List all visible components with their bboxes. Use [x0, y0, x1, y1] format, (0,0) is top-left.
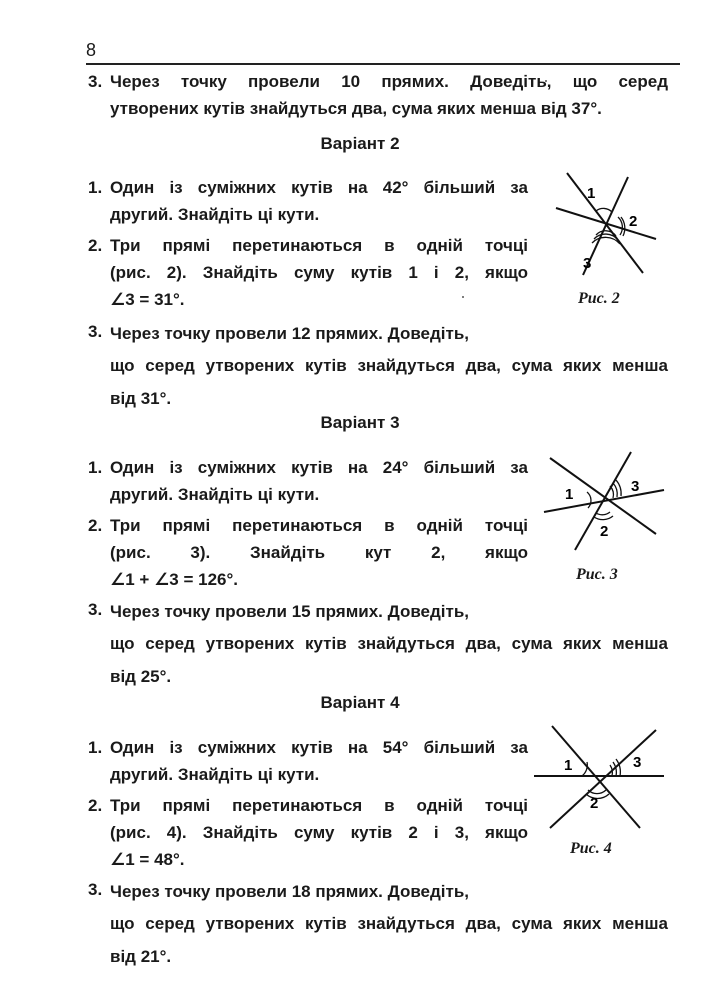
- variant-4-heading: Варіант 4: [320, 693, 400, 712]
- task-text-line: Один із суміжних кутів на 42° більший за: [110, 178, 528, 197]
- task-text-line: ∠1 = 48°.: [110, 850, 185, 870]
- task-text-line: Через точку провели 12 прямих. Доведіть,: [110, 324, 470, 343]
- task-text-line: від 31°.: [110, 388, 172, 408]
- figure-3-caption: Рис. 3: [576, 566, 618, 583]
- task-number: 1.: [88, 738, 103, 757]
- angle-label-3: 3: [583, 255, 592, 272]
- angle-1-arc: [596, 208, 612, 212]
- task-number: 3.: [88, 72, 103, 91]
- header-rule: [86, 63, 680, 65]
- task-number: 3.: [88, 600, 103, 619]
- line-c: [550, 730, 656, 828]
- angle-2-arc: [596, 512, 610, 515]
- task-text-line: другий. Знайдіть ці кути.: [110, 765, 320, 785]
- angle-2-arc: [594, 516, 613, 520]
- task-text-line: від 25°.: [110, 666, 172, 686]
- figure-3: [540, 446, 670, 556]
- angle-label-1: 1: [564, 757, 573, 774]
- angle-label-2: 2: [600, 523, 609, 540]
- task-text-line: що серед утворених кутів знайдуться два, сума яких менша: [110, 914, 668, 934]
- angle-label-1: 1: [565, 486, 574, 503]
- task-text-line: ∠1 + ∠3 = 126°.: [110, 570, 239, 590]
- task-text-line: (рис. 3). Знайдіть кут 2, якщо: [110, 543, 528, 563]
- task-text-line: (рис. 2). Знайдіть суму кутів 1 і 2, якщо: [110, 263, 528, 283]
- task-text-line: що серед утворених кутів знайдуться два, сума яких менша: [110, 634, 668, 654]
- task-number: 2.: [88, 796, 103, 815]
- variant-4-task-2: [88, 792, 528, 874]
- variant-2-task-1: [88, 174, 528, 228]
- figure-2-diagram: [550, 165, 662, 283]
- variant-4-task-1: [88, 734, 528, 788]
- task-text-line: Три прямі перетинаються в одній точці: [110, 236, 528, 255]
- page-number: 8: [86, 40, 97, 60]
- task-number: 2.: [88, 516, 103, 535]
- variant-3-task-2: [88, 512, 528, 594]
- task-text-line: Через точку провели 15 прямих. Доведіть,: [110, 602, 470, 621]
- angle-2-arc: [618, 217, 622, 235]
- angle-label-3: 3: [633, 754, 642, 771]
- figure-4-diagram: [530, 724, 670, 836]
- variant-2-task-3: [88, 318, 668, 415]
- variant-3-task-3: [88, 596, 668, 693]
- angle-1-arc: [587, 492, 591, 508]
- angle-label-2: 2: [629, 213, 638, 230]
- figure-4-caption: Рис. 4: [570, 840, 612, 857]
- figure-2: [550, 165, 662, 283]
- task-number: 1.: [88, 458, 103, 477]
- variant-2-heading: Варіант 2: [320, 134, 400, 153]
- task-number: 1.: [88, 178, 103, 197]
- task-text-line: від 21°.: [110, 946, 172, 966]
- task-number: 3.: [88, 880, 103, 899]
- task-text-line: Через точку провели 18 прямих. Доведіть,: [110, 882, 470, 901]
- task-3-previous-variant: [88, 68, 668, 122]
- task-text-line: Через точку провели 10 прямих. Доведіть, що серед: [110, 72, 668, 91]
- task-text-line: другий. Знайдіть ці кути.: [110, 205, 320, 225]
- variant-2-task-2: [88, 232, 528, 314]
- figure-3-diagram: [540, 446, 670, 556]
- task-text-line: утворених кутів знайдуться два, сума яких менша від 37°.: [110, 99, 602, 119]
- task-number: 3.: [88, 322, 103, 341]
- variant-4-task-3: [88, 876, 668, 973]
- task-text-line: Один із суміжних кутів на 24° більший за: [110, 458, 528, 477]
- angle-label-2: 2: [590, 795, 599, 812]
- task-text-line: Три прямі перетинаються в одній точці: [110, 796, 528, 815]
- angle-label-3: 3: [631, 478, 640, 495]
- task-text-line: Один із суміжних кутів на 54° більший за: [110, 738, 528, 757]
- task-text-line: (рис. 4). Знайдіть суму кутів 2 і 3, якщо: [110, 823, 528, 843]
- task-text-line: ∠3 = 31°.: [110, 290, 185, 310]
- angle-label-1: 1: [587, 185, 596, 202]
- variant-3-heading: Варіант 3: [320, 413, 400, 432]
- task-text-line: другий. Знайдіть ці кути.: [110, 485, 320, 505]
- variant-3-task-1: [88, 454, 528, 508]
- task-text-line: Три прямі перетинаються в одній точці: [110, 516, 528, 535]
- figure-2-caption: Рис. 2: [578, 290, 620, 307]
- task-number: 2.: [88, 236, 103, 255]
- figure-4: [530, 724, 670, 836]
- task-text-line: що серед утворених кутів знайдуться два, сума яких менша: [110, 356, 668, 376]
